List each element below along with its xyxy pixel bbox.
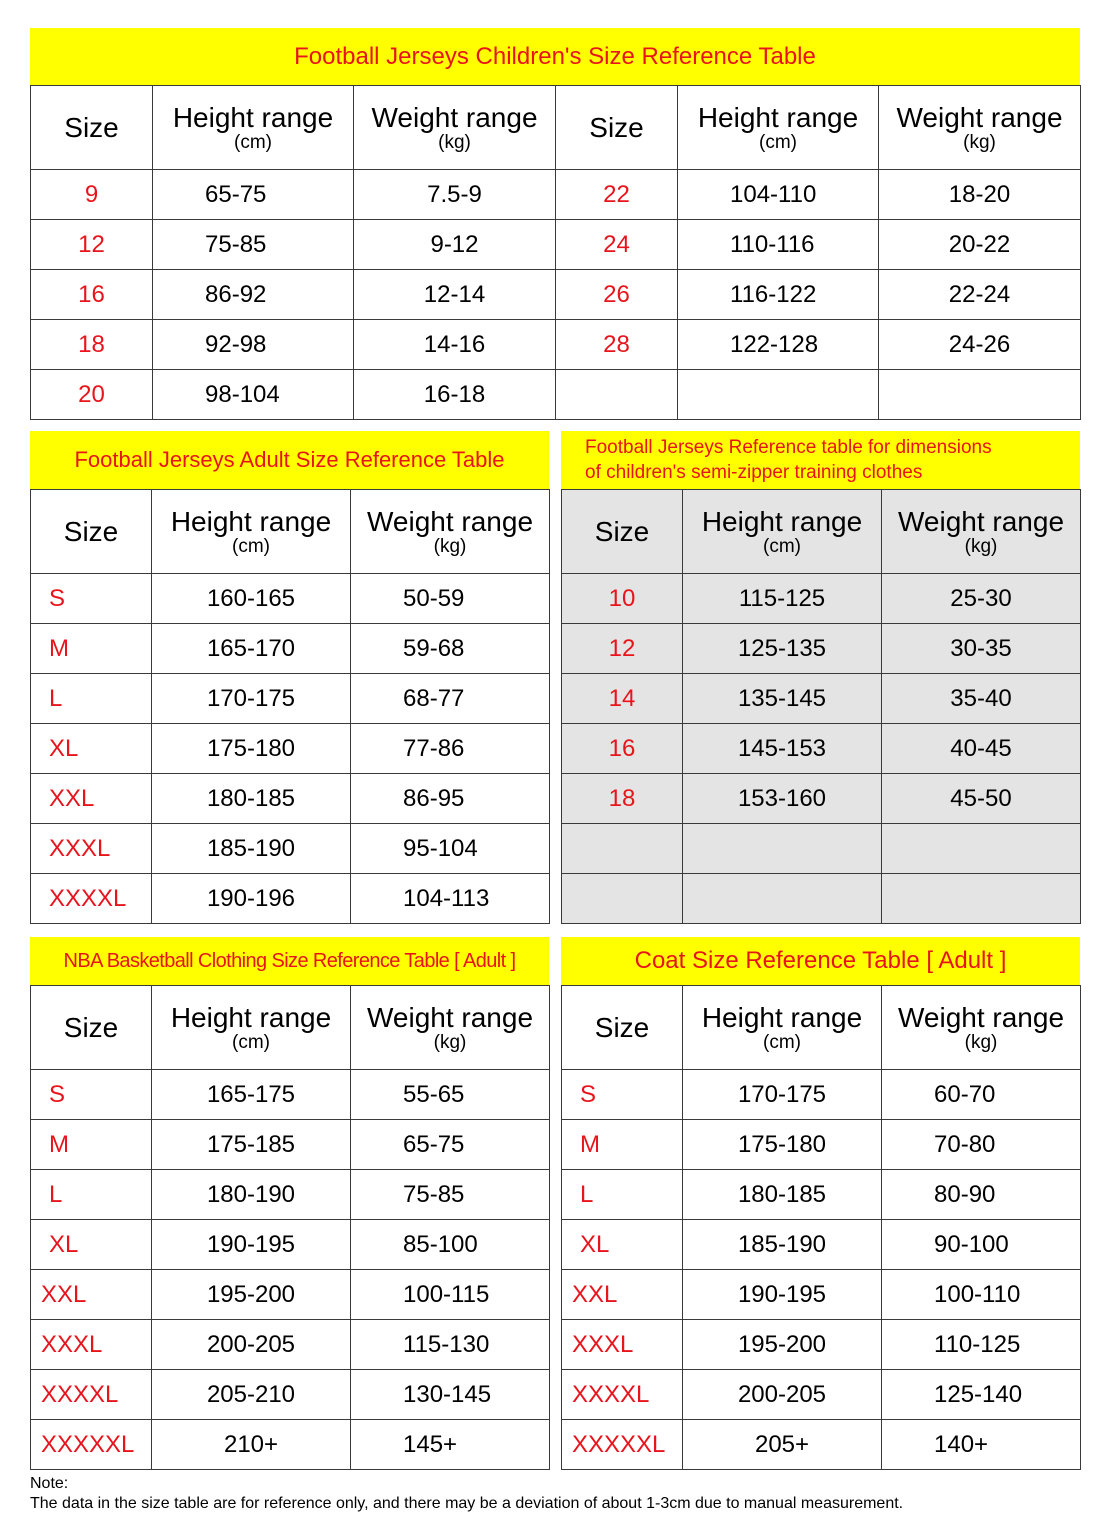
weight-header: Weight range (kg): [351, 490, 550, 574]
adult-table-title: [30, 431, 549, 489]
note-text: The data in the size table are for reference only, and there may be a deviation of about 1-3cm due to manual measurement.: [30, 1495, 904, 1512]
height-cell: 190-195: [152, 1220, 351, 1270]
height-cell: 200-205: [683, 1370, 882, 1420]
height-cell: [683, 874, 882, 924]
height-cell: 75-85: [153, 220, 354, 270]
table-row: [562, 1170, 1081, 1220]
size-cell: 10: [562, 574, 683, 624]
children-title-text: Football Jerseys Children's Size Reference Table: [294, 42, 816, 70]
height-cell: 160-165: [152, 574, 351, 624]
nba-size-table: [30, 985, 550, 1470]
table-row: [562, 1270, 1081, 1320]
height-cell: 180-190: [152, 1170, 351, 1220]
weight-cell: [882, 874, 1081, 924]
size-cell: M: [562, 1120, 683, 1170]
weight-cell: 12-14: [354, 270, 556, 320]
weight-cell: [882, 824, 1081, 874]
weight-cell: 65-75: [351, 1120, 550, 1170]
height-cell: 200-205: [152, 1320, 351, 1370]
weight-cell: 90-100: [882, 1220, 1081, 1270]
weight-cell: 110-125: [882, 1320, 1081, 1370]
size-cell: [556, 370, 678, 420]
nba-title-text: NBA Basketball Clothing Size Reference Table [ Adult ]: [63, 949, 516, 972]
table-row: [31, 1270, 550, 1320]
table-row: [31, 170, 1081, 220]
table-row: [562, 1070, 1081, 1120]
height-header: Height range (cm): [683, 986, 882, 1070]
height-header: Height range (cm): [153, 86, 354, 170]
height-cell: 116-122: [678, 270, 879, 320]
table-row: [562, 574, 1081, 624]
table-row: [562, 674, 1081, 724]
table-row: [31, 774, 550, 824]
table-row: [562, 624, 1081, 674]
size-cell: XXL: [31, 774, 152, 824]
weight-cell: 20-22: [879, 220, 1081, 270]
height-cell: 175-180: [152, 724, 351, 774]
height-header: Height range (cm): [678, 86, 879, 170]
size-cell: 20: [31, 370, 153, 420]
size-cell: XXXXL: [562, 1370, 683, 1420]
table-row: [31, 1170, 550, 1220]
size-cell: XXXXL: [31, 874, 152, 924]
size-cell: XXL: [31, 1270, 152, 1320]
weight-cell: 9-12: [354, 220, 556, 270]
height-cell: 190-196: [152, 874, 351, 924]
table-row: [562, 1120, 1081, 1170]
adult-title-text: Football Jerseys Adult Size Reference Table: [74, 447, 505, 472]
weight-cell: 24-26: [879, 320, 1081, 370]
height-cell: [678, 370, 879, 420]
height-cell: 170-175: [683, 1070, 882, 1120]
weight-header: Weight range (kg): [351, 986, 550, 1070]
size-header: Size: [562, 490, 683, 574]
size-cell: 14: [562, 674, 683, 724]
size-cell: XXXL: [562, 1320, 683, 1370]
height-cell: 175-185: [152, 1120, 351, 1170]
weight-cell: 125-140: [882, 1370, 1081, 1420]
size-cell: 28: [556, 320, 678, 370]
weight-cell: 55-65: [351, 1070, 550, 1120]
size-cell: S: [31, 1070, 152, 1120]
weight-cell: 77-86: [351, 724, 550, 774]
weight-cell: 59-68: [351, 624, 550, 674]
nba-table-title: [30, 937, 549, 985]
height-cell: 175-180: [683, 1120, 882, 1170]
height-cell: 190-195: [683, 1270, 882, 1320]
height-cell: 195-200: [683, 1320, 882, 1370]
height-cell: 153-160: [683, 774, 882, 824]
table-row: [31, 1320, 550, 1370]
table-header-row: [562, 986, 1081, 1070]
size-cell: 18: [562, 774, 683, 824]
table-row: [31, 724, 550, 774]
height-cell: 185-190: [152, 824, 351, 874]
weight-cell: 86-95: [351, 774, 550, 824]
height-cell: 92-98: [153, 320, 354, 370]
height-cell: 210+: [152, 1420, 351, 1470]
height-cell: 170-175: [152, 674, 351, 724]
weight-cell: 70-80: [882, 1120, 1081, 1170]
size-cell: 24: [556, 220, 678, 270]
semi-zipper-title-line1: Football Jerseys Reference table for dimensions: [585, 437, 992, 458]
size-header: Size: [562, 986, 683, 1070]
height-header: Height range (cm): [152, 986, 351, 1070]
table-row: [31, 370, 1081, 420]
height-cell: 125-135: [683, 624, 882, 674]
weight-header: Weight range (kg): [882, 986, 1081, 1070]
size-cell: [562, 824, 683, 874]
size-cell: 18: [31, 320, 153, 370]
table-row: [31, 624, 550, 674]
weight-cell: 22-24: [879, 270, 1081, 320]
size-cell: XXXXL: [31, 1370, 152, 1420]
height-cell: 180-185: [152, 774, 351, 824]
height-header: Height range (cm): [683, 490, 882, 574]
table-row: [31, 874, 550, 924]
size-header: Size: [31, 86, 153, 170]
table-row: [562, 1420, 1081, 1470]
size-cell: S: [31, 574, 152, 624]
table-row: [31, 320, 1081, 370]
weight-cell: 16-18: [354, 370, 556, 420]
coat-size-table: [561, 985, 1081, 1470]
table-row: [31, 824, 550, 874]
weight-header: Weight range (kg): [354, 86, 556, 170]
weight-cell: 85-100: [351, 1220, 550, 1270]
size-cell: XXXXXL: [562, 1420, 683, 1470]
size-cell: 9: [31, 170, 153, 220]
height-cell: 122-128: [678, 320, 879, 370]
weight-header: Weight range (kg): [879, 86, 1081, 170]
size-header: Size: [31, 986, 152, 1070]
size-cell: 22: [556, 170, 678, 220]
height-cell: 165-175: [152, 1070, 351, 1120]
weight-cell: 7.5-9: [354, 170, 556, 220]
table-header-row: [31, 986, 550, 1070]
weight-cell: 40-45: [882, 724, 1081, 774]
size-cell: 12: [31, 220, 153, 270]
size-header: Size: [31, 490, 152, 574]
table-row: [562, 874, 1081, 924]
weight-header: Weight range (kg): [882, 490, 1081, 574]
weight-cell: 25-30: [882, 574, 1081, 624]
adult-size-table: [30, 489, 550, 924]
height-cell: 185-190: [683, 1220, 882, 1270]
table-row: [31, 220, 1081, 270]
weight-cell: 35-40: [882, 674, 1081, 724]
size-cell: 26: [556, 270, 678, 320]
table-header-row: [31, 86, 1081, 170]
note-label: Note:: [30, 1475, 69, 1492]
size-cell: XL: [31, 724, 152, 774]
weight-cell: 80-90: [882, 1170, 1081, 1220]
weight-cell: 60-70: [882, 1070, 1081, 1120]
height-cell: 115-125: [683, 574, 882, 624]
weight-cell: 104-113: [351, 874, 550, 924]
height-cell: 135-145: [683, 674, 882, 724]
table-row: [31, 1220, 550, 1270]
size-cell: S: [562, 1070, 683, 1120]
size-cell: M: [31, 624, 152, 674]
size-header: Size: [556, 86, 678, 170]
height-cell: 98-104: [153, 370, 354, 420]
table-row: [31, 1420, 550, 1470]
size-cell: XXXL: [31, 824, 152, 874]
coat-title-text: Coat Size Reference Table [ Adult ]: [634, 947, 1007, 974]
table-row: [562, 824, 1081, 874]
size-cell: 12: [562, 624, 683, 674]
weight-cell: 100-110: [882, 1270, 1081, 1320]
weight-cell: 75-85: [351, 1170, 550, 1220]
table-row: [562, 724, 1081, 774]
weight-cell: 45-50: [882, 774, 1081, 824]
size-cell: XL: [31, 1220, 152, 1270]
height-cell: [683, 824, 882, 874]
table-header-row: [562, 490, 1081, 574]
height-cell: 205-210: [152, 1370, 351, 1420]
size-cell: L: [31, 1170, 152, 1220]
size-cell: M: [31, 1120, 152, 1170]
table-row: [31, 1120, 550, 1170]
size-cell: XL: [562, 1220, 683, 1270]
weight-cell: 115-130: [351, 1320, 550, 1370]
height-header: Height range (cm): [152, 490, 351, 574]
size-cell: 16: [31, 270, 153, 320]
height-cell: 145-153: [683, 724, 882, 774]
semi-zipper-table-title: [561, 431, 1080, 489]
height-cell: 205+: [683, 1420, 882, 1470]
weight-cell: 14-16: [354, 320, 556, 370]
weight-cell: 100-115: [351, 1270, 550, 1320]
height-cell: 180-185: [683, 1170, 882, 1220]
size-cell: L: [31, 674, 152, 724]
weight-cell: 30-35: [882, 624, 1081, 674]
weight-cell: 95-104: [351, 824, 550, 874]
children-size-table: [30, 85, 1081, 420]
table-row: [31, 574, 550, 624]
table-row: [562, 1220, 1081, 1270]
height-cell: 86-92: [153, 270, 354, 320]
weight-cell: 50-59: [351, 574, 550, 624]
table-row: [562, 1320, 1081, 1370]
table-row: [31, 674, 550, 724]
size-cell: 16: [562, 724, 683, 774]
weight-cell: 68-77: [351, 674, 550, 724]
height-cell: 110-116: [678, 220, 879, 270]
semi-zipper-title-line2: of children's semi-zipper training clothes: [585, 462, 923, 483]
table-header-row: [31, 490, 550, 574]
weight-cell: 145+: [351, 1420, 550, 1470]
size-cell: XXL: [562, 1270, 683, 1320]
table-row: [562, 774, 1081, 824]
size-cell: [562, 874, 683, 924]
semi-zipper-size-table: [561, 489, 1081, 924]
table-row: [562, 1370, 1081, 1420]
table-row: [31, 1070, 550, 1120]
height-cell: 195-200: [152, 1270, 351, 1320]
table-row: [31, 1370, 550, 1420]
height-cell: 104-110: [678, 170, 879, 220]
table-row: [31, 270, 1081, 320]
size-cell: L: [562, 1170, 683, 1220]
height-cell: 165-170: [152, 624, 351, 674]
coat-table-title: [561, 937, 1080, 985]
size-cell: XXXXXL: [31, 1420, 152, 1470]
size-cell: XXXL: [31, 1320, 152, 1370]
weight-cell: 130-145: [351, 1370, 550, 1420]
children-table-title: [30, 28, 1080, 85]
weight-cell: [879, 370, 1081, 420]
weight-cell: 140+: [882, 1420, 1081, 1470]
weight-cell: 18-20: [879, 170, 1081, 220]
note: [30, 1474, 1090, 1514]
height-cell: 65-75: [153, 170, 354, 220]
